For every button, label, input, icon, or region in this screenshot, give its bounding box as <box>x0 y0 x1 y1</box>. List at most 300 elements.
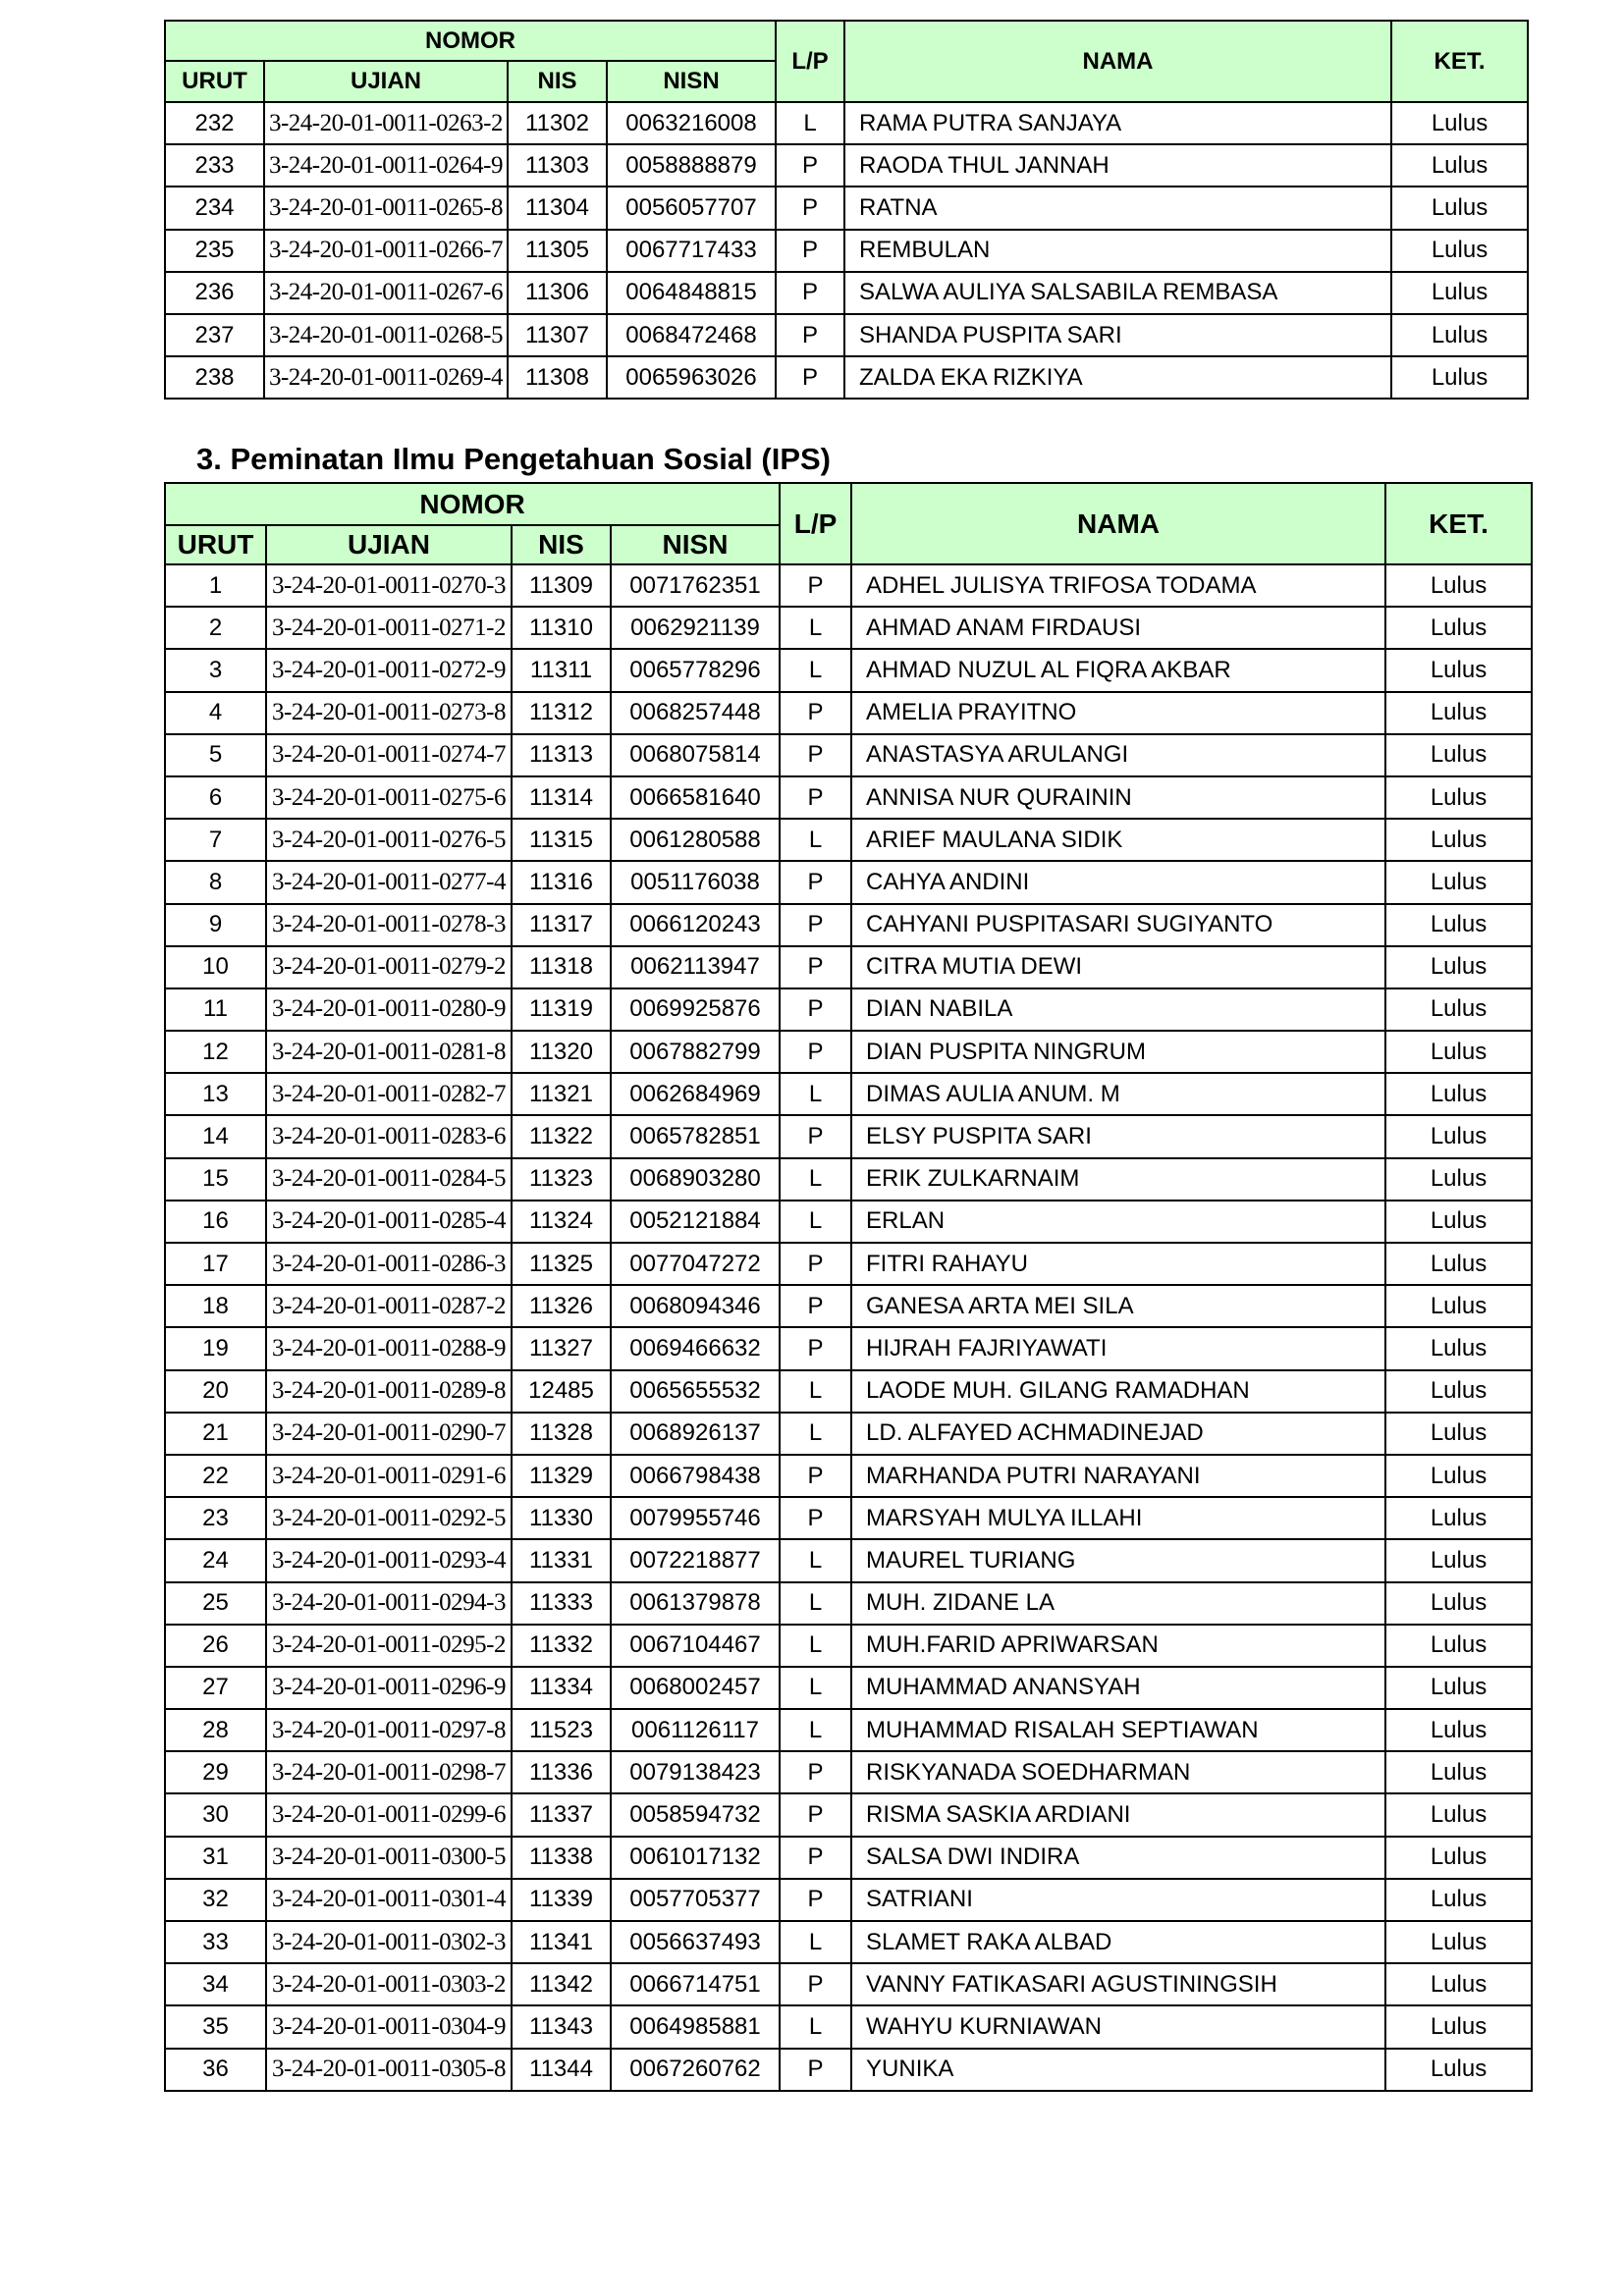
cell-ket: Lulus <box>1385 2049 1532 2091</box>
cell-ujian: 3-24-20-01-0011-0277-4 <box>266 861 512 903</box>
cell-ujian: 3-24-20-01-0011-0274-7 <box>266 734 512 776</box>
cell-nama: AHMAD ANAM FIRDAUSI <box>851 607 1385 649</box>
cell-lp: L <box>780 1539 851 1581</box>
cell-nis: 11319 <box>512 988 611 1031</box>
cell-urut: 232 <box>165 102 264 144</box>
table-row <box>165 1285 1532 1327</box>
table-row <box>165 1073 1532 1115</box>
cell-ujian: 3-24-20-01-0011-0263-2 <box>264 102 508 144</box>
cell-ujian: 3-24-20-01-0011-0272-9 <box>266 649 512 691</box>
cell-nisn: 0066714751 <box>611 1963 780 2005</box>
cell-nisn: 0066120243 <box>611 904 780 946</box>
cell-ujian: 3-24-20-01-0011-0273-8 <box>266 692 512 734</box>
cell-lp: P <box>776 356 844 399</box>
cell-ket: Lulus <box>1391 230 1528 272</box>
cell-nis: 11327 <box>512 1327 611 1369</box>
table-row <box>165 1921 1532 1963</box>
cell-urut: 10 <box>165 946 266 988</box>
cell-nama: MARHANDA PUTRI NARAYANI <box>851 1455 1385 1497</box>
cell-nis: 11314 <box>512 776 611 819</box>
cell-nis: 11339 <box>512 1879 611 1921</box>
table-row <box>165 1031 1532 1073</box>
cell-nisn: 0056637493 <box>611 1921 780 1963</box>
cell-urut: 25 <box>165 1582 266 1625</box>
cell-nis: 11334 <box>512 1667 611 1709</box>
cell-lp: L <box>780 1073 851 1115</box>
cell-nis: 11338 <box>512 1837 611 1879</box>
cell-nisn: 0071762351 <box>611 564 780 607</box>
cell-nama: CAHYANI PUSPITASARI SUGIYANTO <box>851 904 1385 946</box>
cell-nis: 11316 <box>512 861 611 903</box>
cell-nis: 11322 <box>512 1115 611 1157</box>
cell-ujian: 3-24-20-01-0011-0267-6 <box>264 272 508 314</box>
cell-nis: 11329 <box>512 1455 611 1497</box>
cell-nama: SALSA DWI INDIRA <box>851 1837 1385 1879</box>
cell-ujian: 3-24-20-01-0011-0264-9 <box>264 144 508 187</box>
cell-lp: P <box>780 564 851 607</box>
cell-nis: 11341 <box>512 1921 611 1963</box>
cell-nama: MUH.FARID APRIWARSAN <box>851 1625 1385 1667</box>
cell-nisn: 0077047272 <box>611 1243 780 1285</box>
cell-nis: 11336 <box>512 1751 611 1793</box>
cell-nis: 11318 <box>512 946 611 988</box>
cell-ujian: 3-24-20-01-0011-0266-7 <box>264 230 508 272</box>
cell-ket: Lulus <box>1391 272 1528 314</box>
cell-ujian: 3-24-20-01-0011-0279-2 <box>266 946 512 988</box>
cell-ket: Lulus <box>1385 1201 1532 1243</box>
table-row <box>165 607 1532 649</box>
cell-nis: 11332 <box>512 1625 611 1667</box>
cell-nis: 11307 <box>508 314 607 356</box>
cell-nis: 11333 <box>512 1582 611 1625</box>
cell-nama: ANASTASYA ARULANGI <box>851 734 1385 776</box>
cell-nama: ANNISA NUR QURAININ <box>851 776 1385 819</box>
table-row <box>165 819 1532 861</box>
table-row <box>165 1455 1532 1497</box>
cell-ujian: 3-24-20-01-0011-0276-5 <box>266 819 512 861</box>
header-nama: NAMA <box>844 21 1391 102</box>
cell-lp: L <box>780 1921 851 1963</box>
cell-nama: GANESA ARTA MEI SILA <box>851 1285 1385 1327</box>
cell-nis: 11308 <box>508 356 607 399</box>
cell-nisn: 0058594732 <box>611 1793 780 1836</box>
cell-ujian: 3-24-20-01-0011-0301-4 <box>266 1879 512 1921</box>
cell-lp: P <box>780 946 851 988</box>
cell-nisn: 0069925876 <box>611 988 780 1031</box>
cell-nisn: 0051176038 <box>611 861 780 903</box>
cell-lp: L <box>780 607 851 649</box>
table-row <box>165 1413 1532 1455</box>
cell-urut: 238 <box>165 356 264 399</box>
cell-nis: 11325 <box>512 1243 611 1285</box>
cell-lp: L <box>780 1413 851 1455</box>
table-row <box>165 2005 1532 2048</box>
cell-nama: SHANDA PUSPITA SARI <box>844 314 1391 356</box>
cell-ket: Lulus <box>1385 946 1532 988</box>
cell-nis: 11330 <box>512 1497 611 1539</box>
cell-lp: P <box>776 187 844 229</box>
cell-nis: 11303 <box>508 144 607 187</box>
cell-nisn: 0057705377 <box>611 1879 780 1921</box>
cell-ujian: 3-24-20-01-0011-0269-4 <box>264 356 508 399</box>
cell-ujian: 3-24-20-01-0011-0287-2 <box>266 1285 512 1327</box>
cell-nama: CITRA MUTIA DEWI <box>851 946 1385 988</box>
cell-nama: RISKYANADA SOEDHARMAN <box>851 1751 1385 1793</box>
cell-nama: AHMAD NUZUL AL FIQRA AKBAR <box>851 649 1385 691</box>
table-row <box>165 314 1528 356</box>
cell-lp: P <box>780 1031 851 1073</box>
cell-nis: 11302 <box>508 102 607 144</box>
cell-urut: 1 <box>165 564 266 607</box>
cell-ujian: 3-24-20-01-0011-0305-8 <box>266 2049 512 2091</box>
cell-ket: Lulus <box>1385 904 1532 946</box>
cell-nama: ADHEL JULISYA TRIFOSA TODAMA <box>851 564 1385 607</box>
cell-lp: L <box>780 1158 851 1201</box>
cell-ujian: 3-24-20-01-0011-0304-9 <box>266 2005 512 2048</box>
cell-nama: ERLAN <box>851 1201 1385 1243</box>
table-row <box>165 187 1528 229</box>
table-row <box>165 776 1532 819</box>
cell-nisn: 0068257448 <box>611 692 780 734</box>
cell-nis: 11304 <box>508 187 607 229</box>
cell-ujian: 3-24-20-01-0011-0303-2 <box>266 1963 512 2005</box>
cell-nisn: 0067717433 <box>607 230 776 272</box>
cell-urut: 4 <box>165 692 266 734</box>
cell-ujian: 3-24-20-01-0011-0281-8 <box>266 1031 512 1073</box>
cell-lp: P <box>776 230 844 272</box>
cell-urut: 35 <box>165 2005 266 2048</box>
table-row <box>165 272 1528 314</box>
cell-nama: ARIEF MAULANA SIDIK <box>851 819 1385 861</box>
table-row <box>165 1115 1532 1157</box>
header-nisn: NISN <box>611 525 780 564</box>
cell-nama: MAUREL TURIANG <box>851 1539 1385 1581</box>
cell-urut: 20 <box>165 1370 266 1413</box>
cell-nisn: 0068075814 <box>611 734 780 776</box>
cell-ket: Lulus <box>1385 1837 1532 1879</box>
cell-lp: L <box>780 819 851 861</box>
cell-lp: P <box>776 314 844 356</box>
cell-ket: Lulus <box>1385 734 1532 776</box>
cell-lp: P <box>780 1115 851 1157</box>
cell-ujian: 3-24-20-01-0011-0284-5 <box>266 1158 512 1201</box>
cell-nisn: 0064848815 <box>607 272 776 314</box>
table-row <box>165 1327 1532 1369</box>
header-lp: L/P <box>780 483 851 564</box>
table-row <box>165 144 1528 187</box>
cell-nis: 11309 <box>512 564 611 607</box>
cell-lp: L <box>780 649 851 691</box>
header-ket: KET. <box>1385 483 1532 564</box>
cell-nama: DIMAS AULIA ANUM. M <box>851 1073 1385 1115</box>
cell-urut: 26 <box>165 1625 266 1667</box>
cell-urut: 36 <box>165 2049 266 2091</box>
cell-urut: 16 <box>165 1201 266 1243</box>
cell-nama: RATNA <box>844 187 1391 229</box>
cell-ket: Lulus <box>1385 1285 1532 1327</box>
cell-ket: Lulus <box>1391 102 1528 144</box>
cell-ujian: 3-24-20-01-0011-0302-3 <box>266 1921 512 1963</box>
table-row <box>165 1201 1532 1243</box>
cell-urut: 234 <box>165 187 264 229</box>
cell-ket: Lulus <box>1385 861 1532 903</box>
cell-nama: VANNY FATIKASARI AGUSTININGSIH <box>851 1963 1385 2005</box>
cell-ket: Lulus <box>1385 1879 1532 1921</box>
cell-ujian: 3-24-20-01-0011-0270-3 <box>266 564 512 607</box>
cell-urut: 33 <box>165 1921 266 1963</box>
table-body <box>165 564 1532 2091</box>
table-row <box>165 1837 1532 1879</box>
cell-ket: Lulus <box>1385 1370 1532 1413</box>
cell-nisn: 0052121884 <box>611 1201 780 1243</box>
cell-urut: 28 <box>165 1709 266 1751</box>
cell-urut: 233 <box>165 144 264 187</box>
cell-nama: DIAN NABILA <box>851 988 1385 1031</box>
table-row <box>165 946 1532 988</box>
cell-nisn: 0066581640 <box>611 776 780 819</box>
cell-urut: 11 <box>165 988 266 1031</box>
header-urut: URUT <box>165 61 264 102</box>
cell-nama: RISMA SASKIA ARDIANI <box>851 1793 1385 1836</box>
cell-urut: 18 <box>165 1285 266 1327</box>
cell-urut: 19 <box>165 1327 266 1369</box>
cell-nisn: 0067104467 <box>611 1625 780 1667</box>
header-nis: NIS <box>512 525 611 564</box>
cell-nama: MUH. ZIDANE LA <box>851 1582 1385 1625</box>
cell-lp: L <box>780 1709 851 1751</box>
cell-nisn: 0079955746 <box>611 1497 780 1539</box>
cell-ujian: 3-24-20-01-0011-0285-4 <box>266 1201 512 1243</box>
cell-nisn: 0061017132 <box>611 1837 780 1879</box>
cell-nama: MUHAMMAD ANANSYAH <box>851 1667 1385 1709</box>
cell-urut: 17 <box>165 1243 266 1285</box>
cell-urut: 32 <box>165 1879 266 1921</box>
table-row <box>165 356 1528 399</box>
cell-ujian: 3-24-20-01-0011-0280-9 <box>266 988 512 1031</box>
cell-nis: 11320 <box>512 1031 611 1073</box>
cell-ujian: 3-24-20-01-0011-0292-5 <box>266 1497 512 1539</box>
cell-lp: L <box>780 1370 851 1413</box>
cell-ujian: 3-24-20-01-0011-0288-9 <box>266 1327 512 1369</box>
cell-ket: Lulus <box>1385 649 1532 691</box>
cell-nisn: 0068472468 <box>607 314 776 356</box>
cell-nisn: 0062113947 <box>611 946 780 988</box>
header-ket: KET. <box>1391 21 1528 102</box>
cell-ujian: 3-24-20-01-0011-0275-6 <box>266 776 512 819</box>
cell-nis: 11342 <box>512 1963 611 2005</box>
cell-nis: 11326 <box>512 1285 611 1327</box>
cell-nis: 11305 <box>508 230 607 272</box>
header-lp: L/P <box>776 21 844 102</box>
cell-urut: 5 <box>165 734 266 776</box>
cell-urut: 237 <box>165 314 264 356</box>
cell-nis: 11324 <box>512 1201 611 1243</box>
table-body <box>165 102 1528 399</box>
cell-ket: Lulus <box>1391 356 1528 399</box>
cell-nisn: 0063216008 <box>607 102 776 144</box>
header-ujian: UJIAN <box>266 525 512 564</box>
cell-ket: Lulus <box>1385 1455 1532 1497</box>
cell-nisn: 0068002457 <box>611 1667 780 1709</box>
cell-nama: SLAMET RAKA ALBAD <box>851 1921 1385 1963</box>
cell-lp: P <box>780 1455 851 1497</box>
header-ujian: UJIAN <box>264 61 508 102</box>
cell-lp: L <box>780 1667 851 1709</box>
cell-ujian: 3-24-20-01-0011-0296-9 <box>266 1667 512 1709</box>
cell-lp: P <box>780 904 851 946</box>
cell-nama: LAODE MUH. GILANG RAMADHAN <box>851 1370 1385 1413</box>
table-row <box>165 1539 1532 1581</box>
cell-nama: RAODA THUL JANNAH <box>844 144 1391 187</box>
cell-nama: MUHAMMAD RISALAH SEPTIAWAN <box>851 1709 1385 1751</box>
cell-nis: 11331 <box>512 1539 611 1581</box>
cell-ket: Lulus <box>1385 1115 1532 1157</box>
cell-nama: HIJRAH FAJRIYAWATI <box>851 1327 1385 1369</box>
cell-ujian: 3-24-20-01-0011-0297-8 <box>266 1709 512 1751</box>
cell-ujian: 3-24-20-01-0011-0291-6 <box>266 1455 512 1497</box>
cell-nis: 11310 <box>512 607 611 649</box>
cell-ket: Lulus <box>1385 1243 1532 1285</box>
cell-nama: SALWA AULIYA SALSABILA REMBASA <box>844 272 1391 314</box>
cell-ket: Lulus <box>1385 1497 1532 1539</box>
cell-nisn: 0069466632 <box>611 1327 780 1369</box>
cell-nama: LD. ALFAYED ACHMADINEJAD <box>851 1413 1385 1455</box>
cell-ket: Lulus <box>1391 187 1528 229</box>
table-row <box>165 1497 1532 1539</box>
cell-urut: 7 <box>165 819 266 861</box>
table-row <box>165 1709 1532 1751</box>
cell-nisn: 0065782851 <box>611 1115 780 1157</box>
section-title-ips: 3. Peminatan Ilmu Pengetahuan Sosial (IPS) <box>196 442 831 476</box>
header-nis: NIS <box>508 61 607 102</box>
cell-nisn: 0068903280 <box>611 1158 780 1201</box>
cell-nisn: 0062684969 <box>611 1073 780 1115</box>
cell-nama: YUNIKA <box>851 2049 1385 2091</box>
table-row <box>165 1879 1532 1921</box>
cell-nisn: 0061379878 <box>611 1582 780 1625</box>
cell-ujian: 3-24-20-01-0011-0289-8 <box>266 1370 512 1413</box>
cell-ket: Lulus <box>1391 144 1528 187</box>
cell-urut: 235 <box>165 230 264 272</box>
cell-lp: P <box>780 1243 851 1285</box>
table-row <box>165 1582 1532 1625</box>
cell-lp: P <box>780 1879 851 1921</box>
cell-ket: Lulus <box>1385 1582 1532 1625</box>
cell-ket: Lulus <box>1385 1793 1532 1836</box>
cell-nisn: 0068926137 <box>611 1413 780 1455</box>
cell-urut: 8 <box>165 861 266 903</box>
cell-ket: Lulus <box>1385 1667 1532 1709</box>
cell-lp: P <box>780 988 851 1031</box>
cell-ket: Lulus <box>1385 1413 1532 1455</box>
cell-lp: P <box>780 1963 851 2005</box>
cell-ujian: 3-24-20-01-0011-0265-8 <box>264 187 508 229</box>
cell-lp: L <box>780 2005 851 2048</box>
cell-ujian: 3-24-20-01-0011-0298-7 <box>266 1751 512 1793</box>
cell-lp: P <box>780 692 851 734</box>
cell-urut: 236 <box>165 272 264 314</box>
cell-nis: 11306 <box>508 272 607 314</box>
cell-urut: 13 <box>165 1073 266 1115</box>
cell-ket: Lulus <box>1385 1327 1532 1369</box>
cell-urut: 22 <box>165 1455 266 1497</box>
cell-nisn: 0072218877 <box>611 1539 780 1581</box>
cell-lp: P <box>780 1793 851 1836</box>
cell-urut: 27 <box>165 1667 266 1709</box>
cell-lp: P <box>780 1285 851 1327</box>
cell-lp: P <box>780 734 851 776</box>
cell-lp: P <box>780 1497 851 1539</box>
cell-urut: 6 <box>165 776 266 819</box>
table-row <box>165 1243 1532 1285</box>
cell-nama: ERIK ZULKARNAIM <box>851 1158 1385 1201</box>
cell-ket: Lulus <box>1385 564 1532 607</box>
cell-nisn: 0066798438 <box>611 1455 780 1497</box>
header-nisn: NISN <box>607 61 776 102</box>
cell-urut: 3 <box>165 649 266 691</box>
cell-nis: 11312 <box>512 692 611 734</box>
cell-lp: P <box>780 2049 851 2091</box>
cell-lp: P <box>780 861 851 903</box>
table-row <box>165 1751 1532 1793</box>
table-row <box>165 692 1532 734</box>
cell-lp: P <box>776 144 844 187</box>
cell-ket: Lulus <box>1385 819 1532 861</box>
cell-nis: 11343 <box>512 2005 611 2048</box>
cell-nama: ELSY PUSPITA SARI <box>851 1115 1385 1157</box>
header-nama: NAMA <box>851 483 1385 564</box>
cell-urut: 15 <box>165 1158 266 1201</box>
cell-ujian: 3-24-20-01-0011-0278-3 <box>266 904 512 946</box>
cell-ket: Lulus <box>1391 314 1528 356</box>
cell-nis: 11344 <box>512 2049 611 2091</box>
cell-nisn: 0079138423 <box>611 1751 780 1793</box>
table-row <box>165 1158 1532 1201</box>
table-row <box>165 1667 1532 1709</box>
cell-nama: WAHYU KURNIAWAN <box>851 2005 1385 2048</box>
cell-lp: P <box>780 1837 851 1879</box>
cell-nis: 11321 <box>512 1073 611 1115</box>
cell-ket: Lulus <box>1385 1158 1532 1201</box>
cell-nisn: 0065778296 <box>611 649 780 691</box>
cell-ket: Lulus <box>1385 1751 1532 1793</box>
cell-nis: 11523 <box>512 1709 611 1751</box>
cell-nis: 11313 <box>512 734 611 776</box>
cell-nisn: 0065963026 <box>607 356 776 399</box>
cell-nis: 11317 <box>512 904 611 946</box>
cell-ujian: 3-24-20-01-0011-0294-3 <box>266 1582 512 1625</box>
cell-ket: Lulus <box>1385 692 1532 734</box>
cell-nisn: 0064985881 <box>611 2005 780 2048</box>
cell-ket: Lulus <box>1385 776 1532 819</box>
cell-urut: 9 <box>165 904 266 946</box>
cell-ket: Lulus <box>1385 607 1532 649</box>
cell-ujian: 3-24-20-01-0011-0282-7 <box>266 1073 512 1115</box>
cell-urut: 30 <box>165 1793 266 1836</box>
cell-nisn: 0067260762 <box>611 2049 780 2091</box>
header-nomor: NOMOR <box>165 21 776 61</box>
cell-nis: 11315 <box>512 819 611 861</box>
cell-lp: P <box>780 1327 851 1369</box>
cell-urut: 2 <box>165 607 266 649</box>
cell-nisn: 0058888879 <box>607 144 776 187</box>
cell-urut: 34 <box>165 1963 266 2005</box>
cell-nisn: 0056057707 <box>607 187 776 229</box>
cell-lp: L <box>780 1201 851 1243</box>
cell-urut: 31 <box>165 1837 266 1879</box>
cell-nis: 11311 <box>512 649 611 691</box>
cell-nama: CAHYA ANDINI <box>851 861 1385 903</box>
